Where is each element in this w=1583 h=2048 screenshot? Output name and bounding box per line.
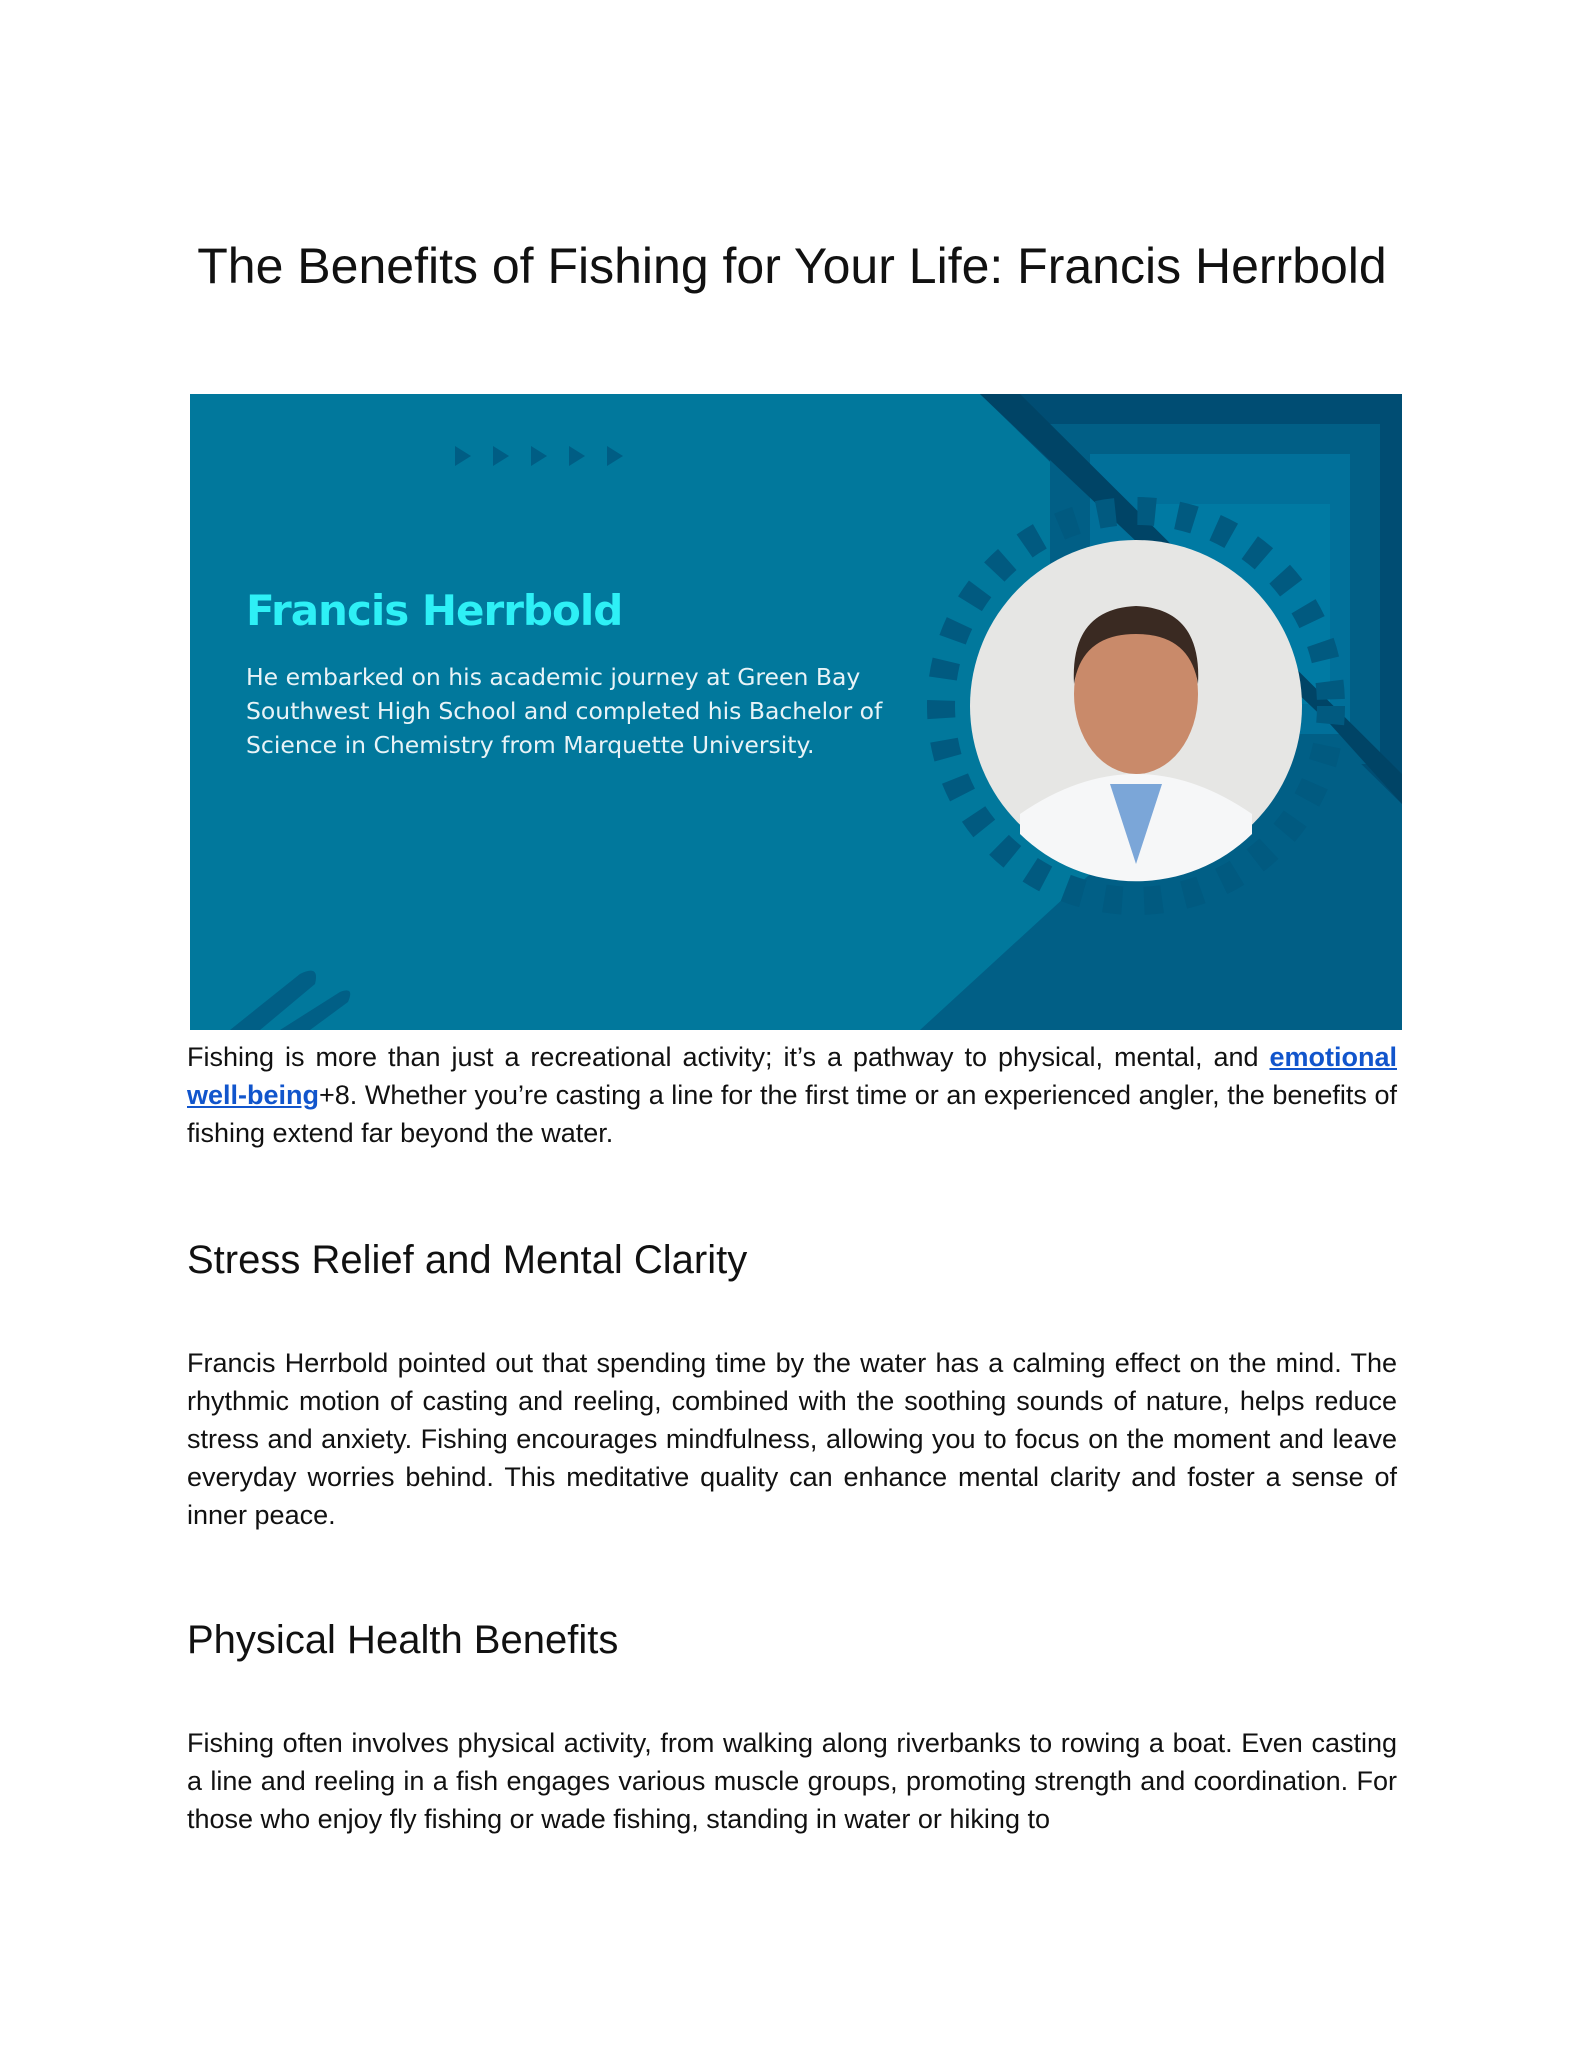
section-heading-physical: Physical Health Benefits	[187, 1618, 619, 1662]
intro-paragraph	[187, 1038, 1397, 1152]
banner-image	[190, 394, 1402, 1030]
intro-text: Fishing is more than just a recreational activity; it’s a pathway to physical, mental, and	[187, 1042, 1270, 1072]
section-paragraph-stress: Francis Herrbold pointed out that spending time by the water has a calming effect on the mind. The rhythmic motion of casting and reeling, combined with the soothing sounds of nature, helps reduce stress and anxiety. Fishing encourages mindfulness, allowing you to focus on the moment and leave everyday worries behind. This meditative quality can enhance mental clarity and foster a sense of inner peace.	[187, 1348, 1397, 1530]
page-title: The Benefits of Fishing for Your Life: Francis Herrbold	[197, 238, 1387, 294]
section-paragraph-physical: Fishing often involves physical activity, from walking along riverbanks to rowing a boat. Even casting a line and reeling in a fish engages various muscle groups, promoting strength and coordination. For those who enjoy fly fishing or wade fishing, standing in water or hiking to	[187, 1728, 1397, 1834]
section-heading-stress: Stress Relief and Mental Clarity	[187, 1238, 748, 1282]
banner-description: He embarked on his academic journey at Green Bay Southwest High School and completed his Bachelor of Science in Chemistry from Marquette University.	[246, 663, 883, 759]
intro-text-after: +8. Whether you’re casting a line for the first time or an experienced angler, the benefits of fishing extend far beyond the water.	[187, 1080, 1397, 1148]
banner-name: Francis Herrbold	[246, 586, 623, 635]
play-arrows-icon	[455, 446, 623, 466]
emotional-wellbeing-link[interactable]: emotional well-being	[187, 1042, 1397, 1110]
